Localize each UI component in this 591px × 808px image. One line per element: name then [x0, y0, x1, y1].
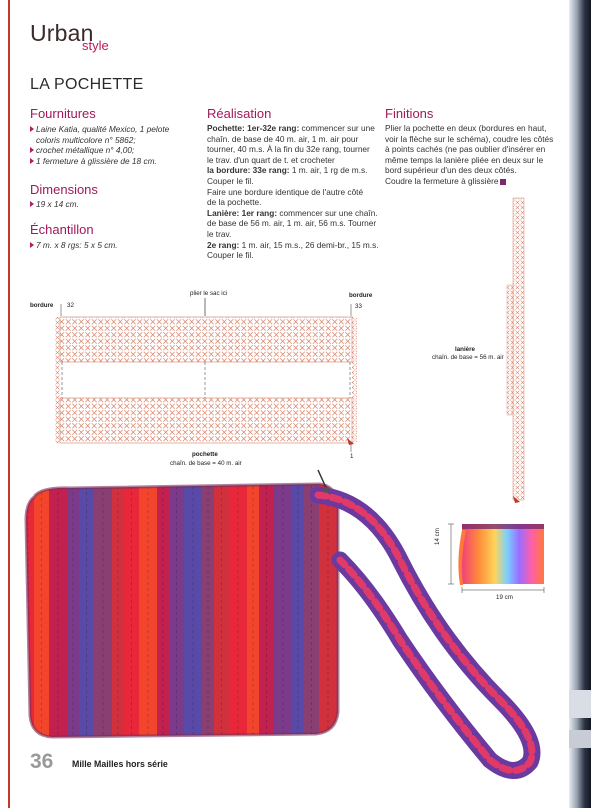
realisation-step-text: Couper le fil.	[207, 175, 254, 186]
realisation-step-text: 1 m. air, 15 m.s., 26 demi-br., 15 m.s.	[239, 239, 379, 250]
magazine-name: Mille Mailles hors série	[72, 759, 168, 769]
section-subtitle: style	[82, 38, 109, 53]
realisation-step-text: chaîn. de base de 40 m. air, 1 m. air pour	[207, 133, 359, 144]
dimensions-heading: Dimensions	[30, 182, 98, 197]
fournitures-heading: Fournitures	[30, 106, 96, 121]
fold-label: plier le sac ici	[190, 290, 228, 297]
echantillon-heading: Échantillon	[30, 222, 94, 237]
supply-item-cont: coloris multicolore n° 5862;	[36, 134, 136, 145]
supply-item: 1 fermeture à glissière de 18 cm.	[30, 156, 200, 167]
realisation-step-text: Faire une bordure identique de l'autre côté	[207, 186, 364, 197]
realisation-step-text: le trav. d'un quart de t. et crocheter	[207, 154, 335, 165]
pattern-title: LA POCHETTE	[30, 76, 144, 93]
gauge-item: 7 m. x 8 rgs: 5 x 5 cm.	[30, 240, 118, 251]
realisation-heading: Réalisation	[207, 106, 272, 121]
realisation-step-label: Lanière: 1er rang:	[207, 207, 278, 218]
row-number-32: 32	[67, 302, 74, 309]
pouch-strap	[318, 495, 532, 771]
realisation-step-label: 2e rang:	[207, 239, 240, 250]
border-right-label: bordure	[349, 292, 373, 299]
row-number-1: 1	[350, 453, 354, 460]
realisation-step-text: commencer sur une chaîn.	[277, 207, 378, 218]
dimension-item: 19 x 14 cm.	[30, 199, 79, 210]
row-number-33: 33	[355, 303, 362, 310]
section-title: Urban	[30, 20, 94, 46]
supply-item: Laine Katia, qualité Mexico, 1 pelote	[30, 124, 200, 135]
finitions-line: Plier la pochette en deux (bordures en haut,	[385, 123, 547, 133]
finitions-line: même temps la lanière pliée en deux sur le	[385, 154, 544, 165]
laniere-label: lanière	[455, 346, 475, 353]
supply-item: crochet métallique n° 4,00;	[30, 145, 200, 156]
realisation-step-label: la bordure: 33e rang:	[207, 165, 290, 176]
laniere-sublabel: chaîn. de base = 56 m. air	[432, 354, 504, 361]
finitions-heading: Finitions	[385, 106, 434, 121]
finitions-line: bord supérieur d'un des deux côtés.	[385, 165, 517, 176]
width-dimension-label: 19 cm	[496, 594, 513, 601]
pochette-sublabel: chaîn. de base = 40 m. air	[170, 460, 242, 467]
realisation-step-text: 1 m. air, 1 rg de m.s.	[289, 165, 368, 176]
realisation-step-text: tourner, 40 m.s. À la fin du 32e rang, tourner	[207, 144, 370, 155]
realisation-step-text: de base de 56 m. air, 1 m. air, 56 m.s. Tourner	[207, 218, 377, 229]
realisation-step-text: Couper le fil.	[207, 250, 254, 261]
pochette-label: pochette	[192, 451, 218, 458]
height-dimension-label: 14 cm	[434, 528, 441, 545]
page-number: 36	[30, 750, 54, 773]
finitions-line: Coudre la fermeture à glissière	[385, 176, 565, 187]
finitions-line: à points cachés (ne pas oublier d'insérer en	[385, 144, 546, 155]
realisation-step-text: le trav.	[207, 228, 232, 239]
border-left-label: bordure	[30, 302, 54, 309]
realisation-step-text: de la pochette.	[207, 197, 262, 208]
finitions-line: voir la flèche sur le schéma), coudre les côtés	[385, 133, 554, 144]
realisation-step-label: Pochette: 1er-32e rang:	[207, 123, 300, 133]
realisation-step-text: commencer sur une	[299, 123, 375, 133]
